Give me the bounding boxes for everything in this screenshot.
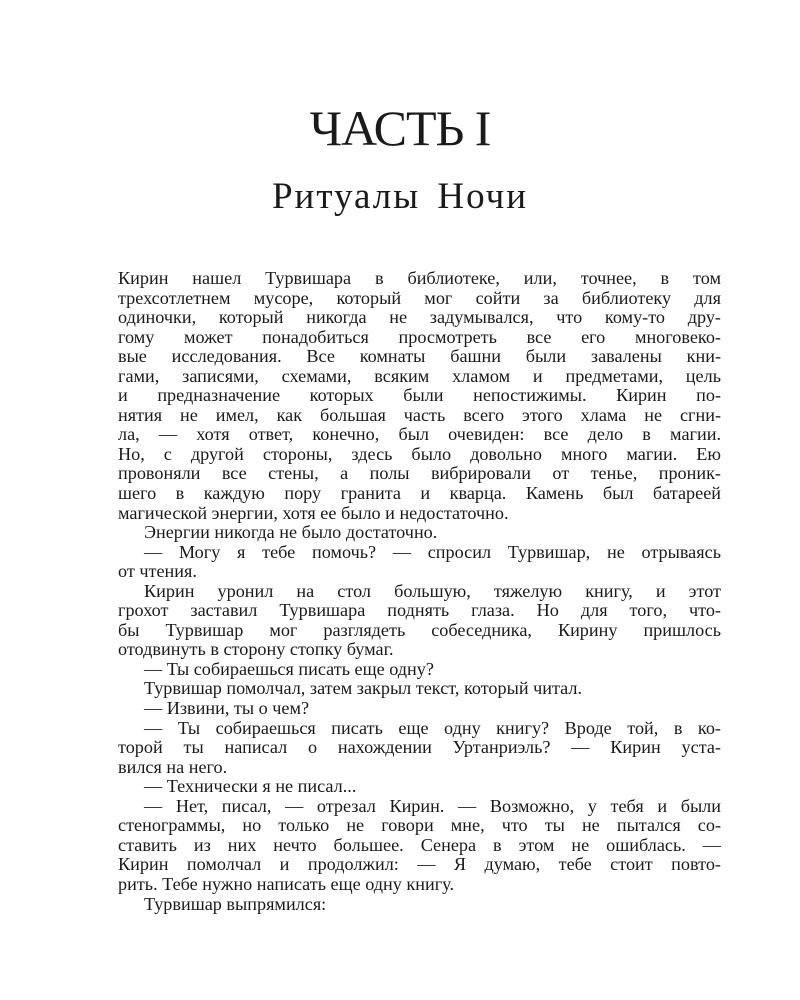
text-line: вился на него. (118, 757, 228, 777)
text-line: вые исследования. Все комнаты башни были завалены кни- (118, 347, 721, 367)
text-line: гому может понадобиться просмотреть все его многовеко- (118, 327, 721, 347)
part-title: ЧАСТЬ I (309, 100, 491, 156)
text-line: рить. Тебе нужно написать еще одну книгу. (118, 874, 455, 894)
text-line: ставить из них нечто большее. Сенера в этом не ошиблась. — (118, 835, 721, 855)
text-line: Энергии никогда не было достаточно. (144, 523, 438, 543)
text-line: и предназначение которых были непостижимы. Кирин по- (118, 386, 721, 406)
text-line: Кирин нашел Турвишара в библиотеке, или, точнее, в том (118, 269, 721, 288)
chapter-title: Ритуалы Ночи (271, 176, 529, 217)
text-line: Турвишар помолчал, затем закрыл текст, который читал. (144, 679, 583, 699)
text-line: — Нет, писал, — отрезал Кирин. — Возможно, у тебя и были (144, 796, 721, 816)
text-line: грохот заставил Турвишара поднять глаза. Но для того, что- (118, 601, 721, 621)
text-line: нятия не имел, как большая часть всего этого хлама не сгни- (118, 405, 721, 425)
text-line: — Извини, ты о чем? (144, 699, 310, 719)
text-line: Но, с другой стороны, здесь было довольно много магии. Ею (118, 444, 721, 464)
text-line: гами, записями, схемами, всяким хламом и предметами, цель (118, 366, 721, 386)
text-line: — Ты собираешься писать еще одну? (144, 659, 434, 679)
text-line: Турвишар выпрямился: (144, 894, 327, 914)
body-text (118, 269, 721, 914)
text-line: стенограммы, но только не говори мне, что ты не пытался со- (118, 816, 721, 836)
text-line: — Технически я не писал... (144, 777, 357, 797)
text-line: бы Турвишар мог разглядеть собеседника, Кирину пришлось (118, 620, 721, 640)
text-line: одиночки, который никогда не задумывался, что кому-то дру- (118, 308, 721, 328)
text-line: трехсотлетнем мусоре, который мог сойти за библиотеку для (118, 288, 721, 308)
text-line: ла, — хотя ответ, конечно, был очевиден: все дело в магии. (118, 425, 721, 445)
text-line: Кирин уронил на стол большую, тяжелую книгу, и этот (144, 581, 721, 601)
text-line: — Ты собираешься писать еще одну книгу? Вроде той, в ко- (144, 718, 721, 738)
text-line: отодвинуть в сторону стопку бумаг. (118, 640, 394, 660)
text-line: магической энергии, хотя ее было и недостаточно. (118, 503, 509, 523)
text-line: — Могу я тебе помочь? — спросил Турвишар, не отрываясь (144, 542, 721, 562)
text-line: Кирин помолчал и продолжил: — Я думаю, тебе стоит повто- (118, 855, 721, 875)
text-line: от чтения. (118, 562, 197, 582)
text-line: торой ты написал о нахождении Уртанриэль? — Кирин уста- (118, 738, 721, 758)
text-line: шего в каждую пору гранита и кварца. Камень был батареей (118, 484, 721, 504)
text-line: провоняли все стены, а полы вибрировали от тенье, проник- (118, 464, 721, 484)
